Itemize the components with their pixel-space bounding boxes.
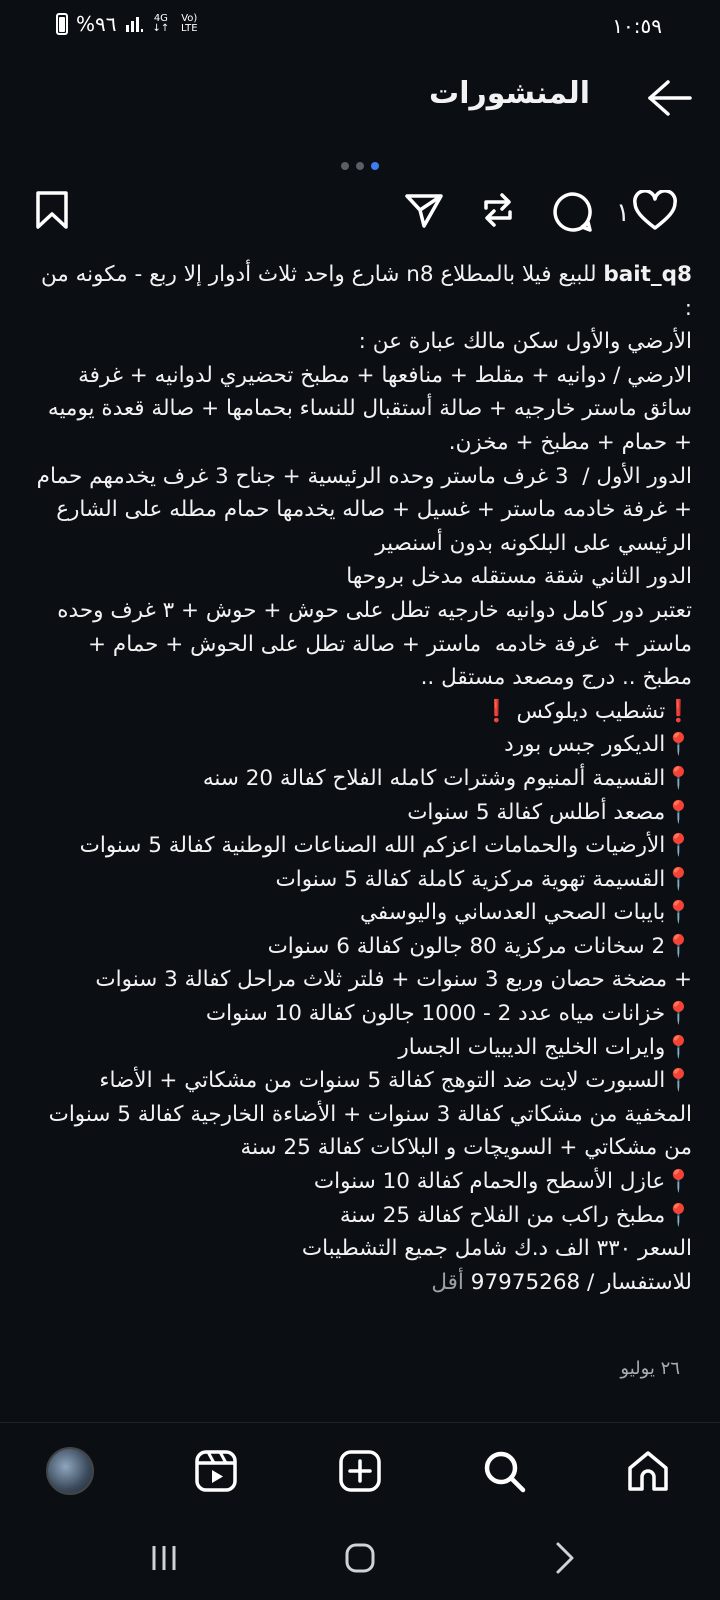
status-bar xyxy=(0,0,720,56)
caption-line: الدور الثاني شقة مستقله مدخل بروحها xyxy=(346,564,692,590)
caption-line: 📍مصعد أطلس كفالة 5 سنوات xyxy=(407,799,692,825)
header xyxy=(0,70,720,130)
home-button-icon[interactable] xyxy=(338,1536,382,1580)
post-date: ٢٦ يوليو xyxy=(620,1358,680,1379)
caption-line: 📍القسيمة تهوية مركزية كاملة كفالة 5 سنوات xyxy=(275,866,692,892)
caption-line: 📍مطبخ راكب من الفلاح كفالة 25 سنة xyxy=(339,1202,692,1228)
home-icon[interactable] xyxy=(624,1447,672,1495)
caption-line: الأرضي والأول سكن مالك عبارة عن : xyxy=(358,329,692,355)
signal-icon xyxy=(125,15,145,33)
caption-line: 📍خزانات مياه عدد 2 - 1000 جالون كفالة 10 سنوات xyxy=(205,1001,692,1027)
reels-icon[interactable] xyxy=(192,1447,240,1495)
post-username[interactable]: bait_q8 xyxy=(603,262,692,287)
caption-line: ❗تشطيب ديلوكس ❗ xyxy=(482,698,692,724)
bookmark-icon[interactable] xyxy=(34,190,70,230)
caption-line: تعتبر دور كامل دوانيه خارجيه تطل على حوش + حوش + ٣ غرف وحده ماستر + غرفة خادمه ماستر + صالة تطل على الحوش + حمام + مطبخ .. درج ومصعد مستقل .. xyxy=(50,597,692,691)
carousel-indicator xyxy=(0,162,720,170)
avatar xyxy=(46,1447,94,1495)
caption-line: الدور الأول / 3 غرف ماستر وحده الرئيسية + جناح 3 غرف يخدمهم حمام + غرفة خادمه ماستر + غسيل + صاله يخدمها حمام مطله على الشارع الرئيسي على البلكونه بدون أسنصير xyxy=(29,463,692,556)
caption-line: 📍2 سخانات مركزية 80 جالون كفالة 6 سنوات xyxy=(267,933,692,959)
caption-line: 📍عازل الأسطح والحمام كفالة 10 سنوات xyxy=(313,1169,692,1195)
recent-apps-icon[interactable] xyxy=(142,1536,186,1580)
battery-icon xyxy=(56,13,68,35)
create-post-icon[interactable] xyxy=(336,1447,384,1495)
back-arrow-icon[interactable] xyxy=(644,78,694,118)
clock: ١٠:٥٩ xyxy=(612,14,662,38)
caption-line: 📍الديكور جبس بورد xyxy=(504,732,692,758)
status-icons xyxy=(56,12,201,36)
back-button-icon[interactable] xyxy=(542,1536,586,1580)
caption-line: + مضخة حصان وربع 3 سنوات + فلتر ثلاث مراحل كفالة 3 سنوات xyxy=(95,967,692,993)
share-icon[interactable] xyxy=(404,190,444,230)
caption-line: السعر ٣٣٠ الف د.ك شامل جميع التشطيبات xyxy=(301,1236,692,1262)
volte-indicator: Vo) LTE xyxy=(180,13,198,34)
carousel-dot xyxy=(341,162,349,170)
caption-line: للاستفسار / 97975268 xyxy=(470,1269,692,1295)
caption-line: 📍بايبات الصحي العدساني واليوسفي xyxy=(359,900,692,926)
caption-line: الارضي / دوانيه + مقلط + منافعها + مطبخ تحضيري لدوانيه + غرفة سائق ماستر خارجيه + صالة أستقبال للنساء بحمامها + صالة قعدة يوميه + حمام + مطبخ + مخزن. xyxy=(41,362,692,455)
bottom-nav xyxy=(0,1422,720,1513)
page-title: المنشورات xyxy=(429,76,590,111)
caption-line: 📍وايرات الخليج الديبيات الجسار xyxy=(398,1034,692,1060)
battery-percent: %٩٦ xyxy=(76,12,117,36)
repost-icon[interactable] xyxy=(478,190,518,230)
system-nav xyxy=(0,1512,720,1600)
caption-line: 📍القسيمة ألمنيوم وشترات كامله الفلاح كفالة 20 سنه xyxy=(202,765,692,791)
caption-line: 📍السبورت لايت ضد التوهج كفالة 5 سنوات من مشكاتي + الأضاء المخفية من مشكاتي كفالة 3 سنوات + الأضاءة الخارجية كفالة 5 سنوات من مشكاتي + السويچات و البلاكات كفالة 25 سنة xyxy=(41,1068,692,1161)
show-less-link[interactable]: أقل xyxy=(431,1269,464,1295)
post-caption xyxy=(29,258,692,1299)
carousel-dot-active xyxy=(371,162,379,170)
profile-tab[interactable] xyxy=(46,1447,94,1495)
comment-icon[interactable] xyxy=(550,190,594,234)
heart-icon[interactable] xyxy=(632,190,678,232)
search-icon[interactable] xyxy=(480,1447,528,1495)
network-indicator: 4G ↓↑ xyxy=(152,13,170,34)
caption-line: للبيع فيلا بالمطلاع n8 شارع واحد ثلاث أدوار إلا ربع - مكونه من : xyxy=(34,262,692,321)
post-actions xyxy=(0,190,720,246)
like-count[interactable]: ١ xyxy=(616,198,630,228)
carousel-dot xyxy=(356,162,364,170)
caption-line: 📍الأرضيات والحمامات اعزكم الله الصناعات الوطنية كفالة 5 سنوات xyxy=(79,833,692,859)
